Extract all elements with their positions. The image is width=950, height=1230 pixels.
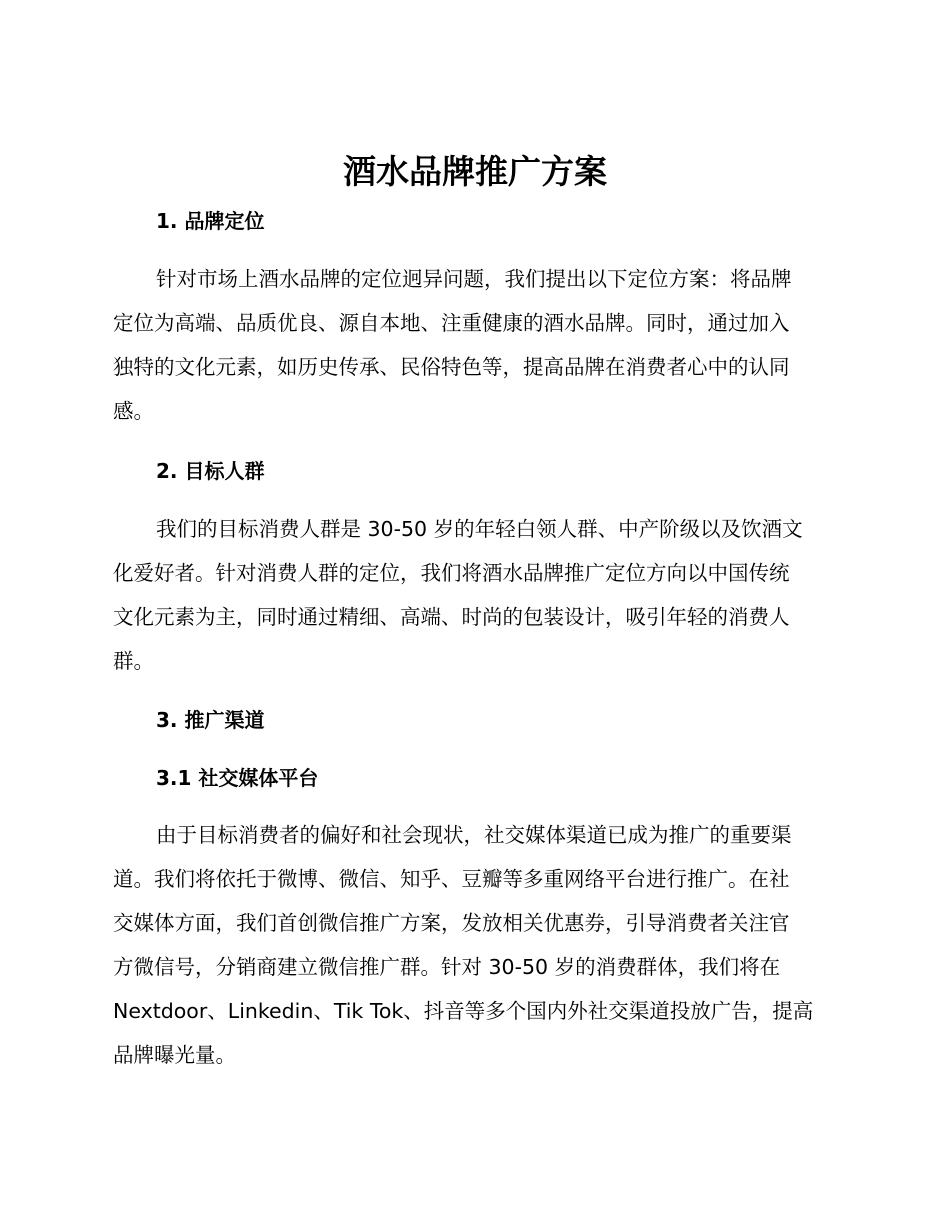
paragraph-line: 化爱好者。针对消费人群的定位，我们将酒水品牌推广定位方向以中国传统 (113, 561, 790, 585)
paragraph-social-media (113, 813, 838, 1077)
section-heading-brand-positioning: 1. 品牌定位 (156, 209, 265, 233)
paragraph-line: 由于目标消费者的偏好和社会现状，社交媒体渠道已成为推广的重要渠 (156, 823, 792, 847)
paragraph-line: 感。 (113, 399, 154, 423)
paragraph-line: 交媒体方面，我们首创微信推广方案，发放相关优惠券，引导消费者关注官 (113, 911, 790, 935)
paragraph-brand-positioning (113, 257, 838, 433)
paragraph-line: Nextdoor、Linkedin、Tik Tok、抖音等多个国内外社交渠道投放广告，提高 (113, 999, 814, 1023)
paragraph-line: 品牌曝光量。 (113, 1043, 236, 1067)
paragraph-line: 我们的目标消费人群是 30-50 岁的年轻白领人群、中产阶级以及饮酒文 (156, 517, 803, 541)
paragraph-line: 文化元素为主，同时通过精细、高端、时尚的包装设计，吸引年轻的消费人 (113, 605, 790, 629)
paragraph-line: 群。 (113, 649, 154, 673)
paragraph-line: 方微信号，分销商建立微信推广群。针对 30-50 岁的消费群体，我们将在 (113, 955, 781, 979)
paragraph-line: 定位为高端、品质优良、源自本地、注重健康的酒水品牌。同时，通过加入 (113, 311, 790, 335)
paragraph-line: 道。我们将依托于微博、微信、知乎、豆瓣等多重网络平台进行推广。在社 (113, 867, 790, 891)
paragraph-target-audience (113, 507, 838, 683)
section-heading-promotion-channels: 3. 推广渠道 (156, 708, 265, 732)
document-title: 酒水品牌推广方案 (343, 152, 607, 191)
section-heading-target-audience: 2. 目标人群 (156, 459, 265, 483)
paragraph-line: 针对市场上酒水品牌的定位迥异问题，我们提出以下定位方案：将品牌 (156, 267, 792, 291)
section-heading-social-media: 3.1 社交媒体平台 (156, 766, 319, 790)
paragraph-line: 独特的文化元素，如历史传承、民俗特色等，提高品牌在消费者心中的认同 (113, 355, 790, 379)
